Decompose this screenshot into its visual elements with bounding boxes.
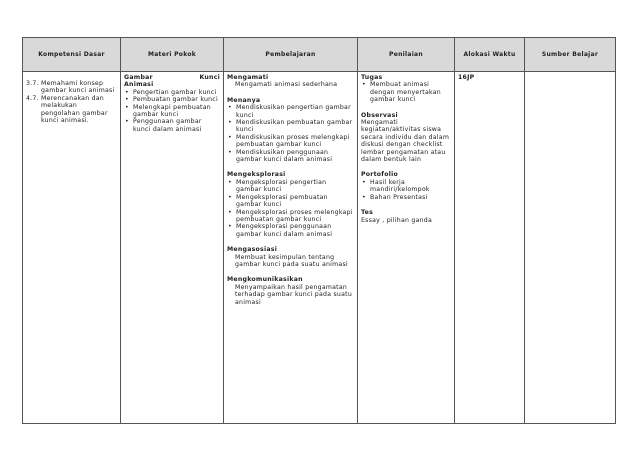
materi-title (124, 74, 220, 81)
menanya-list (227, 104, 354, 163)
cell-materi-pokok (121, 72, 224, 424)
tugas-title: Tugas (361, 74, 383, 81)
materi-item: • Pembuatan gambar kunci (124, 96, 220, 103)
materi-item: • Pengertian gambar kunci (124, 89, 220, 96)
mengamati-text: Mengamati animasi sederhana (235, 81, 338, 89)
tes-text: Essay , pilihan ganda (361, 216, 433, 224)
kd-list (26, 80, 117, 124)
header-alokasi-waktu: Alokasi Waktu (455, 38, 525, 72)
mengasosiasi-text: Membuat kesimpulan tentang gambar kunci pada suatu animasi (235, 253, 348, 268)
observasi-text: Mengamati kegiatan/aktivitas siswa secara individu dan dalam diskusi dengan checklist lembar pengamatan atau dalam bentuk lain (361, 119, 450, 164)
portofolio-title: Portofolio (361, 171, 398, 179)
mengeksplorasi-list (227, 179, 354, 238)
alokasi-value: 16JP (458, 74, 475, 81)
mengeksplorasi-item: • Mengeksplorasi penggunaan gambar kunci dalam animasi (227, 223, 354, 238)
cell-pembelajaran (224, 72, 358, 424)
mengkomunikasikan-text: Menyampaikan hasil pengamatan terhadap gambar kunci pada suatu animasi (235, 283, 352, 306)
cell-penilaian (358, 72, 455, 424)
mengeksplorasi-item: • Mengeksplorasi pengertian gambar kunci (227, 179, 354, 194)
mengasosiasi-title: Mengasosiasi (227, 246, 278, 254)
kd-item (26, 80, 117, 95)
mengeksplorasi-item: • Mengeksplorasi pembuatan gambar kunci (227, 194, 354, 209)
mengamati-title: Mengamati (227, 74, 269, 81)
tugas-item: • Membuat animasi dengan menyertakan gambar kunci (361, 81, 451, 103)
cell-alokasi-waktu (455, 72, 525, 424)
menanya-item: • Mendiskusikan proses melengkapi pembuatan gambar kunci (227, 134, 354, 149)
menanya-item: • Mendiskusikan pembuatan gambar kunci (227, 119, 354, 134)
header-pembelajaran: Pembelajaran (224, 38, 358, 72)
tes-title: Tes (361, 209, 374, 217)
portofolio-list (361, 179, 451, 201)
materi-title-line2: Animasi (124, 81, 154, 89)
observasi-title: Observasi (361, 111, 398, 119)
cell-sumber-belajar (525, 72, 616, 424)
header-row (23, 38, 616, 72)
kd-text: Merencanakan dan melakukan pengolahan gambar kunci animasi. (41, 94, 108, 125)
materi-title-right: Kunci (199, 74, 220, 81)
tugas-list (361, 81, 451, 103)
mengeksplorasi-item: • Mengeksplorasi proses melengkapi pembuatan gambar kunci (227, 209, 354, 224)
kd-number: 3.7. (26, 80, 39, 87)
header-sumber-belajar: Sumber Belajar (525, 38, 616, 72)
mengeksplorasi-title: Mengeksplorasi (227, 171, 286, 179)
kd-number: 4.7. (26, 94, 39, 102)
kd-item (26, 95, 117, 125)
kd-text: Memahami konsep gambar kunci animasi (41, 80, 115, 95)
cell-kompetensi-dasar (23, 72, 121, 424)
header-kompetensi-dasar: Kompetensi Dasar (23, 38, 121, 72)
materi-item: • Melengkapi pembuatan gambar kunci (124, 104, 220, 119)
menanya-item: • Mendiskusikan pengertian gambar kunci (227, 104, 354, 119)
header-penilaian: Penilaian (358, 38, 455, 72)
portofolio-item: • Bahan Presentasi (361, 194, 451, 201)
content-row (23, 72, 616, 424)
portofolio-item: • Hasil kerja mandiri/kelompok (361, 179, 451, 194)
mengkomunikasikan-title: Mengkomunikasikan (227, 276, 303, 284)
rpp-table (22, 37, 616, 424)
materi-title-left: Gambar (124, 74, 153, 81)
materi-list (124, 89, 220, 133)
menanya-item: • Mendiskusikan penggunaan gambar kunci dalam animasi (227, 149, 354, 164)
menanya-title: Menanya (227, 96, 261, 104)
materi-item: • Penggunaan gambar kunci dalam animasi (124, 118, 220, 133)
header-materi-pokok: Materi Pokok (121, 38, 224, 72)
